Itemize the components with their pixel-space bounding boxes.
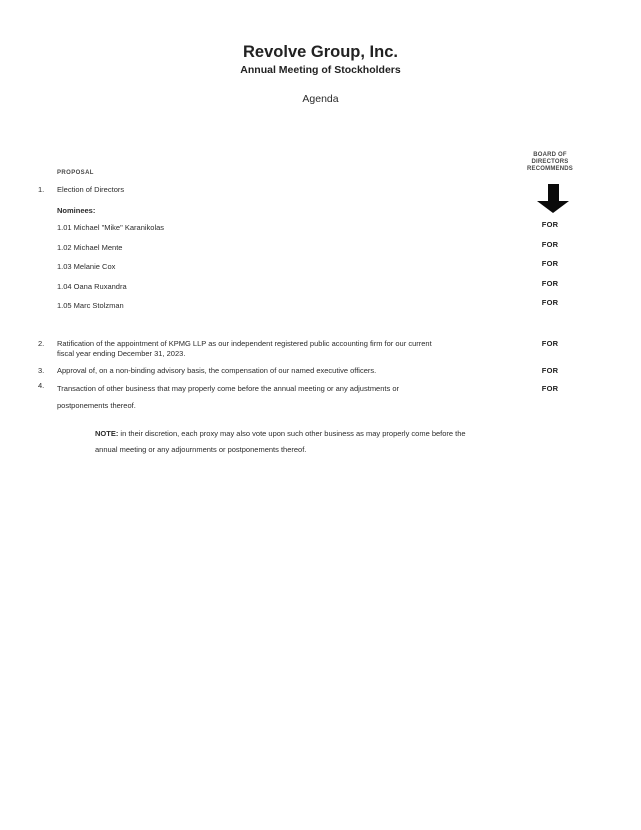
proposal-text: Approval of, on a non-binding advisory basis, the compensation of our named executive officers.	[57, 366, 377, 375]
recommendation-value: FOR	[541, 339, 559, 348]
proposal-number: 2.	[38, 339, 45, 348]
proposal-text: Ratification of the appointment of KPMG LLP as our independent registered public accounting firm for our current fiscal year ending December 31, 2023.	[57, 339, 432, 358]
nominee-name: 1.03 Melanie Cox	[57, 262, 116, 271]
proposal-number: 4.	[38, 381, 45, 390]
nominees-label: Nominees:	[57, 206, 96, 215]
nominee-name: 1.01 Michael "Mike" Karanikolas	[57, 223, 165, 232]
company-title: Revolve Group, Inc.	[243, 43, 398, 61]
proposal-column-header: PROPOSAL	[57, 170, 94, 176]
proposal-number: 3.	[38, 366, 45, 375]
note-label: NOTE:	[95, 429, 119, 438]
nominee-name: 1.02 Michael Mente	[57, 242, 123, 252]
recommends-header-line-2: DIRECTORS	[531, 159, 569, 165]
proposal-number: 1.	[38, 185, 45, 194]
proposal-text: Transaction of other business that may properly come before the annual meeting or any adjustments or postponements thereof.	[57, 384, 399, 410]
recommendation-value: FOR	[541, 259, 559, 268]
nominee-row	[38, 220, 600, 232]
nominee-row	[38, 259, 600, 271]
down-arrow-head	[537, 201, 569, 213]
recommendation-value: FOR	[541, 278, 559, 288]
recommendation-value: FOR	[541, 384, 559, 393]
recommendation-value: FOR	[541, 298, 559, 307]
proposal-item-4	[38, 381, 600, 414]
recommends-header-line-3: RECOMMENDS	[526, 166, 573, 172]
proposal-item-3	[38, 366, 600, 376]
agenda-title: Agenda	[302, 93, 339, 105]
proposal-text: Election of Directors	[57, 185, 125, 194]
down-arrow-stem	[548, 184, 559, 201]
proposal-item-1	[38, 185, 600, 194]
nominee-name: 1.05 Marc Stolzman	[57, 301, 124, 310]
nominee-row	[38, 298, 600, 310]
recommends-column-header	[500, 152, 600, 173]
note-paragraph	[95, 426, 479, 457]
nominee-row	[38, 278, 600, 291]
column-header-row	[38, 152, 600, 177]
nominee-name: 1.04 Oana Ruxandra	[57, 281, 127, 291]
proposal-item-2	[38, 339, 600, 359]
recommendation-value: FOR	[541, 239, 559, 249]
note-text: in their discretion, each proxy may also vote upon such other business as may properly come before the annual meeting or any adjournments or postponements thereof.	[95, 429, 466, 454]
recommendation-value: FOR	[541, 220, 559, 229]
recommends-header-line-1: BOARD OF	[533, 152, 567, 158]
nominee-row	[38, 239, 600, 252]
down-arrow-icon	[537, 184, 569, 213]
recommendation-value: FOR	[541, 366, 559, 375]
meeting-subtitle: Annual Meeting of Stockholders	[240, 64, 401, 76]
